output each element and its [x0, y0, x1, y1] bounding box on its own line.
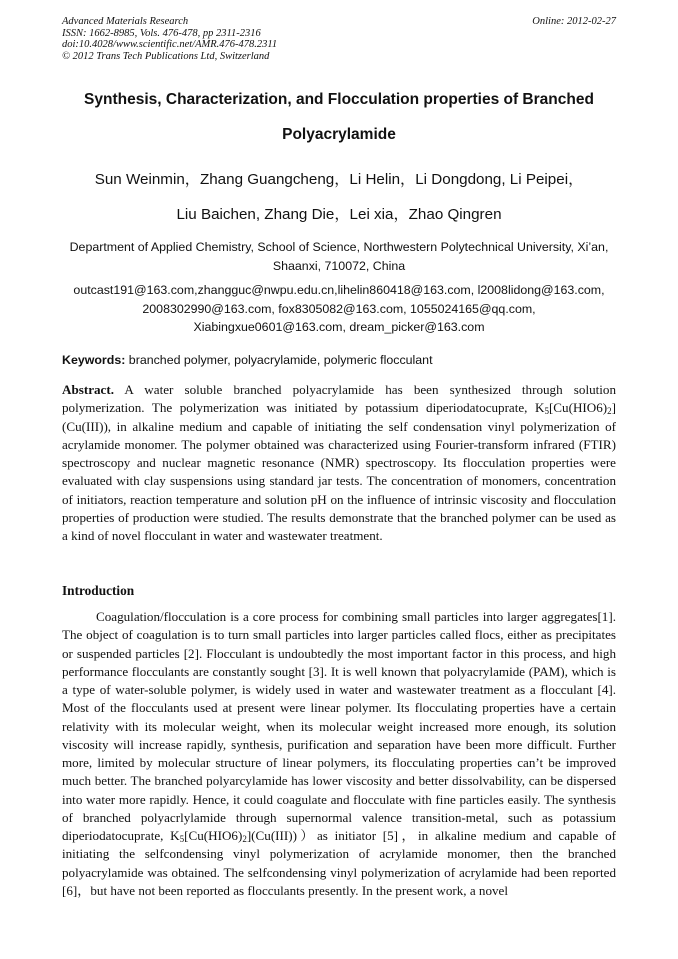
online-date: Online: 2012-02-27	[532, 16, 616, 27]
issn-line: ISSN: 1662-8985, Vols. 476-478, pp 2311-2316	[62, 27, 261, 39]
abstract-label: Abstract.	[62, 382, 114, 397]
abstract	[62, 381, 616, 545]
intro-subscript-1: 5	[179, 834, 185, 844]
abstract-text-3: ](Cu(III)), in alkaline medium and capable of initiating the self condensation vinyl polymerization of acrylamide monomer. The polymer obtained was characterized using Fourier-transform infrared (FTIR) spectroscopy and nuclear magnetic resonance (NMR) spectroscopy. Its flocculation properties were evaluated with clay suspensions using standard jar tests. The concentration of monomers, concentration of initiators, reaction temperature and solution pH on the influence of intrinsic viscosity and flocculation properties of production were studied. The results demonstrate that the branched polymer can be used as a kind of novel flocculant in water and wastewater treatment.	[62, 400, 616, 543]
affiliation	[58, 238, 620, 275]
intro-text-2: [Cu(HIO6)	[184, 828, 243, 843]
abstract-subscript-2: 2	[607, 406, 612, 417]
abstract-text-2: [Cu(HIO6)	[548, 400, 608, 416]
author-emails	[58, 281, 620, 337]
keywords-label: Keywords:	[62, 353, 126, 367]
copyright-line: © 2012 Trans Tech Publications Ltd, Switzerland	[62, 50, 270, 62]
introduction-paragraph	[62, 608, 616, 900]
journal-name: Advanced Materials Research	[62, 16, 189, 27]
emails-line-1: outcast191@163.com,zhangguc@nwpu.edu.cn,lihelin860418@163.com, l2008lidong@163.com,	[73, 283, 605, 297]
keywords	[62, 353, 616, 367]
journal-header	[62, 16, 616, 62]
paper-title-line-2: Polyacrylamide	[282, 126, 396, 143]
authors-line-2: Liu Baichen, Zhang Die，Lei xia，Zhao Qingren	[176, 206, 502, 223]
intro-text-1: Coagulation/flocculation is a core process for combining small particles into larger aggregates[1]. The object of coagulation is to turn small particles into larger particles called flocs, either as precipitates or suspended particles [2]. Flocculant is undoubtedly the most important factor in this process, and high performance flocculants are constantly sought [3]. It is well known that polyacrylamide (PAM), which is a type of water-soluble polymer, is widely used in water and wastewater treatment as a flocculant [4]. Most of the flocculants used at present were linear polymer. Its flocculating properties have a certain relativity with its molecular weight, when its molecular weight increased more enough, its solution viscosity will increase rapidly, synthesis, purification and separation have been more difficult. Further more, limited by molecular structure of linear polymers, its flocculating properties can’t be improved much better. The branched polyarcylamide has lower viscosity and better dissolvability, can be dispersed into water more rapidly. Hence, it could coagulate and flocculate with fine particles easily. The synthesis of branched polyacrlylamide through supernormal valence transition-metal, such as potassium diperiodatocuprate, K	[62, 609, 616, 843]
doi-line: doi:10.4028/www.scientific.net/AMR.476-478.2311	[62, 39, 278, 50]
emails-line-2: 2008302990@163.com, fox8305082@163.com, 1055024165@qq.com,	[142, 301, 536, 316]
affiliation-line-1: Department of Applied Chemistry, School of Science, Northwestern Polytechnical University, Xi’an,	[69, 240, 609, 254]
introduction-heading: Introduction	[62, 583, 135, 598]
keywords-text: branched polymer, polyacrylamide, polymeric flocculant	[125, 353, 433, 367]
intro-subscript-2: 2	[242, 834, 247, 844]
intro-text-3: ](Cu(III))）as initiator [5]，in alkaline medium and capable of initiating the selfcondensing vinyl polymerization of acrylamide monomer, then the branched polyacrylamide was obtained. The selfcondensing vinyl polymerization of acrylamide had been reported [6]，but have not been reported as flocculants presently. In the present work, a novel	[62, 828, 616, 898]
paper-title-line-1: Synthesis, Characterization, and Flocculation properties of Branched	[84, 91, 594, 108]
affiliation-line-2: Shaanxi, 710072, China	[272, 258, 406, 273]
abstract-text-1: A water soluble branched polyacrylamide has been synthesized through solution polymerization. The polymerization was initiated by potassium diperiodatocuprate, K	[62, 382, 616, 416]
abstract-subscript-1: 5	[544, 406, 549, 417]
emails-line-3: Xiabingxue0601@163.com, dream_picker@163.com	[193, 320, 485, 334]
authors-line-1: Sun Weinmin，Zhang Guangcheng，Li Helin，Li Dongdong, Li Peipei，	[94, 171, 584, 188]
